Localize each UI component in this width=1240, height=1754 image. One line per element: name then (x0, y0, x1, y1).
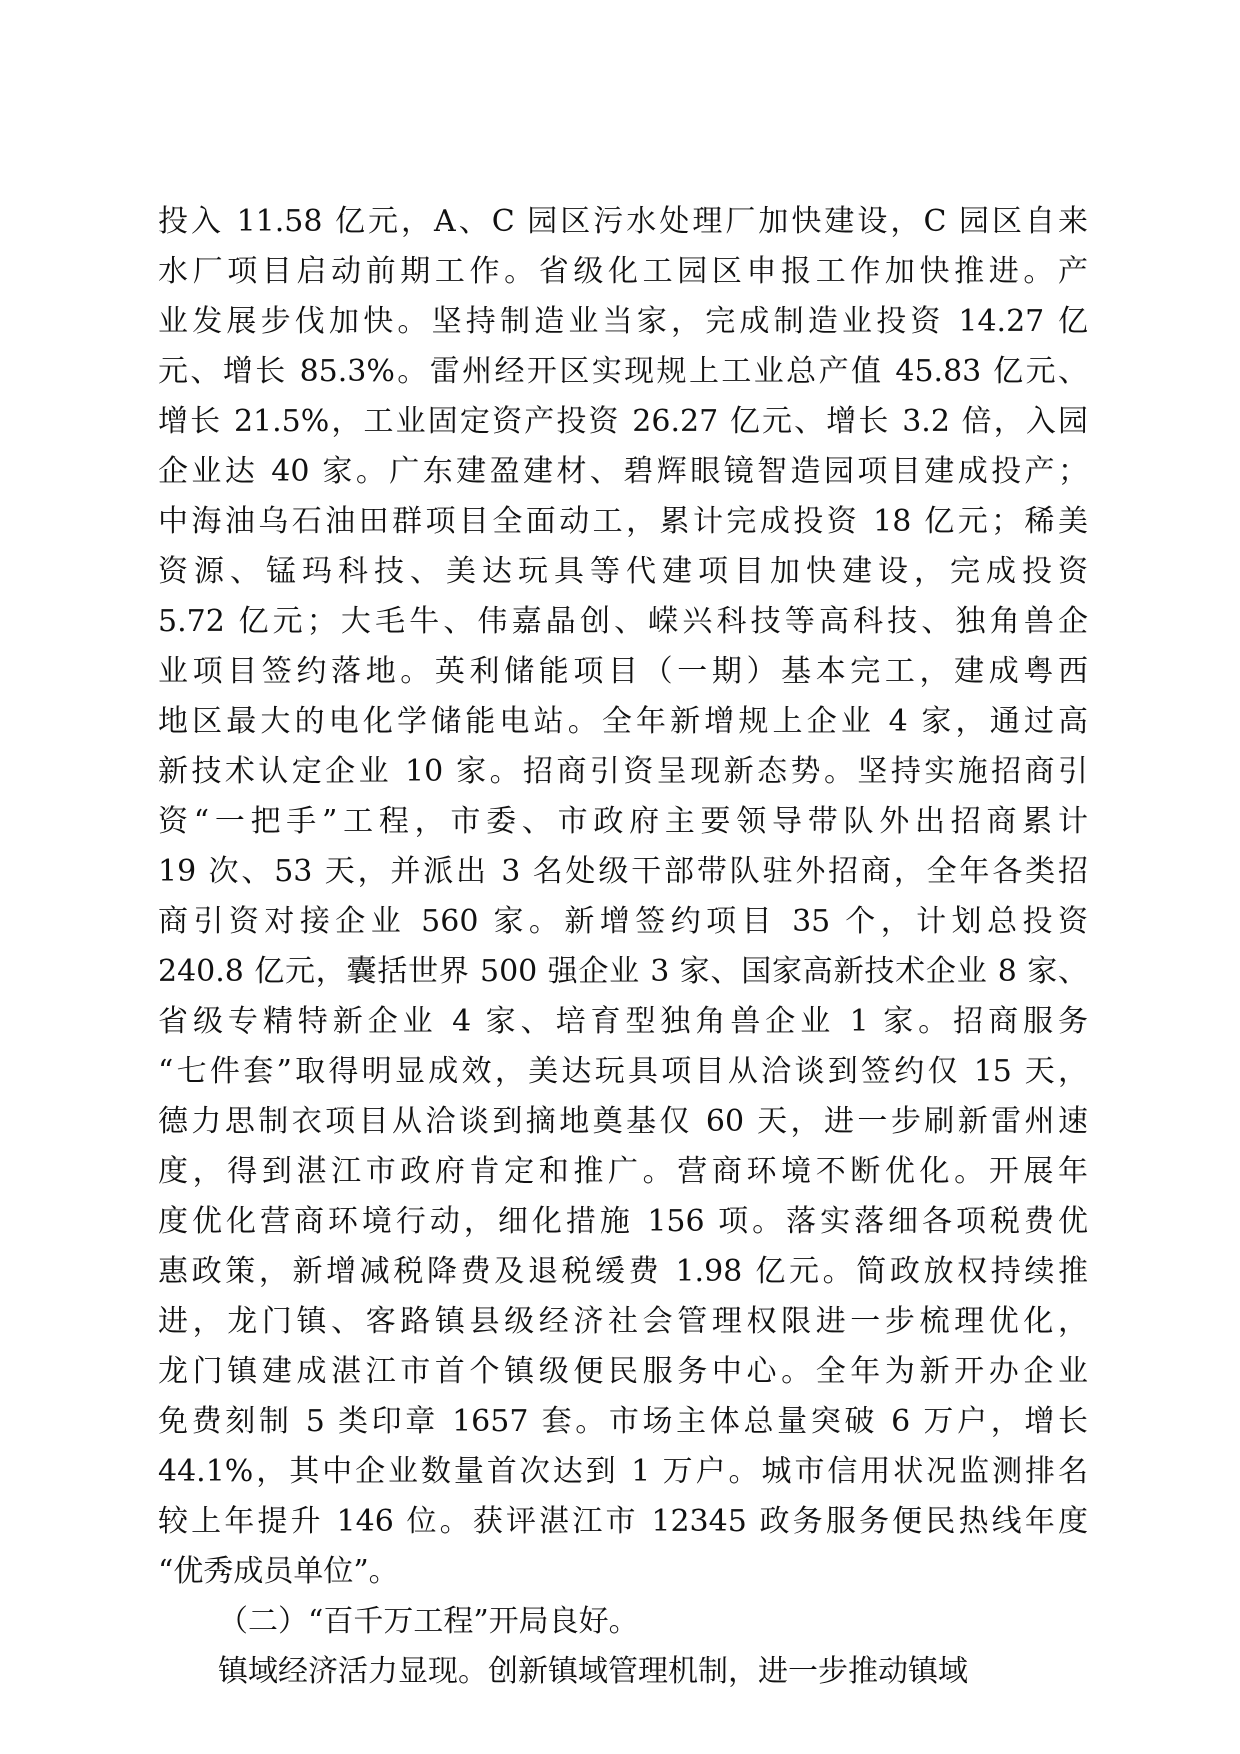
paragraph-line: 44.1%，其中企业数量首次达到 1 万户。城市信用状况监测排名 (158, 1454, 1088, 1489)
section-heading: （二）“百千万工程”开局良好。 (218, 1604, 639, 1639)
document-body (158, 197, 1088, 1697)
paragraph-line: 企业达 40 家。广东建盈建材、碧辉眼镜智造园项目建成投产； (158, 454, 1088, 489)
paragraph-line: 较上年提升 146 位。获评湛江市 12345 政务服务便民热线年度 (158, 1504, 1088, 1539)
paragraph-line: 度，得到湛江市政府肯定和推广。营商环境不断优化。开展年 (158, 1154, 1088, 1189)
paragraph-line: 新技术认定企业 10 家。招商引资呈现新态势。坚持实施招商引 (158, 754, 1088, 789)
paragraph-line: 240.8 亿元，囊括世界 500 强企业 3 家、国家高新技术企业 8 家、 (158, 954, 1088, 989)
paragraph-line: 镇域经济活力显现。创新镇域管理机制，进一步推动镇域 (218, 1654, 968, 1689)
paragraph-line: 业发展步伐加快。坚持制造业当家，完成制造业投资 14.27 亿 (158, 304, 1088, 339)
paragraph-line: 水厂项目启动前期工作。省级化工园区申报工作加快推进。产 (158, 254, 1088, 289)
paragraph-line: 19 次、53 天，并派出 3 名处级干部带队驻外招商，全年各类招 (158, 854, 1088, 889)
paragraph-line: 资源、锰玛科技、美达玩具等代建项目加快建设，完成投资 (158, 554, 1088, 589)
paragraph-line: “七件套”取得明显成效，美达玩具项目从洽谈到签约仅 15 天， (158, 1054, 1088, 1089)
paragraph-line: 免费刻制 5 类印章 1657 套。市场主体总量突破 6 万户，增长 (158, 1404, 1088, 1439)
paragraph-line: 惠政策，新增减税降费及退税缓费 1.98 亿元。简政放权持续推 (158, 1254, 1088, 1289)
paragraph-line: 龙门镇建成湛江市首个镇级便民服务中心。全年为新开办企业 (158, 1354, 1088, 1389)
paragraph-line: 业项目签约落地。英利储能项目（一期）基本完工，建成粤西 (158, 654, 1088, 689)
paragraph-line: 中海油乌石油田群项目全面动工，累计完成投资 18 亿元；稀美 (158, 504, 1088, 539)
paragraph-line: 5.72 亿元；大毛牛、伟嘉晶创、嵘兴科技等高科技、独角兽企 (158, 604, 1088, 639)
paragraph-line: 德力思制衣项目从洽谈到摘地奠基仅 60 天，进一步刷新雷州速 (158, 1104, 1088, 1139)
paragraph-line: 地区最大的电化学储能电站。全年新增规上企业 4 家，通过高 (158, 704, 1088, 739)
paragraph-line: 增长 21.5%，工业固定资产投资 26.27 亿元、增长 3.2 倍，入园 (158, 404, 1088, 439)
paragraph-line: “优秀成员单位”。 (158, 1554, 399, 1589)
paragraph-line: 进，龙门镇、客路镇县级经济社会管理权限进一步梳理优化， (158, 1304, 1088, 1339)
paragraph-line: 省级专精特新企业 4 家、培育型独角兽企业 1 家。招商服务 (158, 1004, 1088, 1039)
paragraph-line: 商引资对接企业 560 家。新增签约项目 35 个，计划总投资 (158, 904, 1088, 939)
paragraph-line: 资“一把手”工程，市委、市政府主要领导带队外出招商累计 (158, 804, 1088, 839)
paragraph-line: 元、增长 85.3%。雷州经开区实现规上工业总产值 45.83 亿元、 (158, 354, 1088, 389)
paragraph-line: 投入 11.58 亿元，A、C 园区污水处理厂加快建设，C 园区自来 (158, 204, 1088, 239)
paragraph-line: 度优化营商环境行动，细化措施 156 项。落实落细各项税费优 (158, 1204, 1088, 1239)
